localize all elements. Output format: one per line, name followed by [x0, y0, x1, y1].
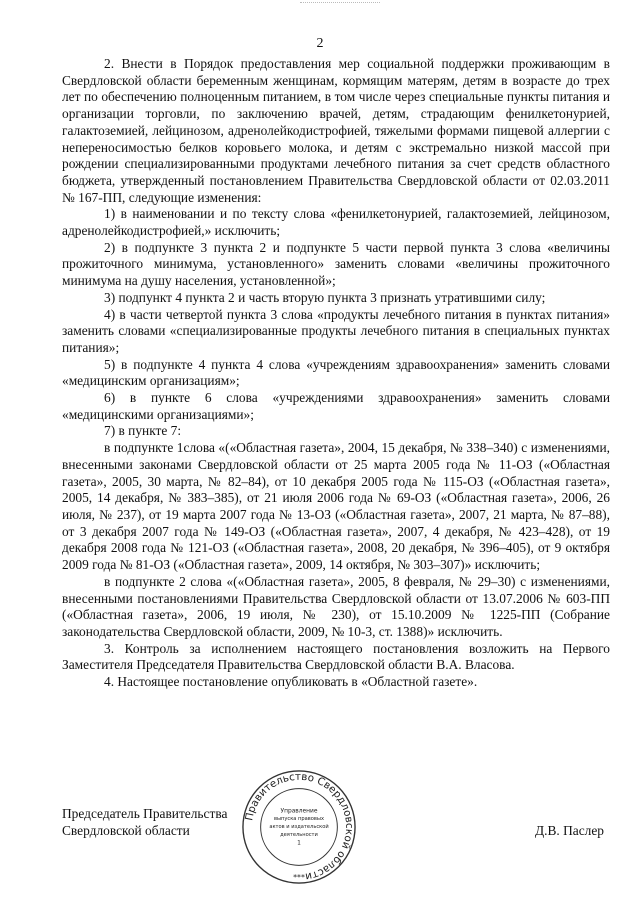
subitem-7-part-1: в подпункте 1слова «(«Областная газета», 2004, 15 декабря, № 338–340) с изменениями, внесенными законами Свердловской области от 25 марта 2005 года № 11-ОЗ («Областная газета», 2005, 30 марта, № 82–84), от 10 декабря 2005 года № 115-ОЗ («Областная газета», 2005, 14 декабря, № 383–385), от 21 июля 2006 года № 69-ОЗ («Областная газета», 2006, 26 июля, № 237), от 19 марта 2007 года № 13-ОЗ («Областная газета», 2007, 21 марта, № 87–88), от 3 декабря 2007 года № 149-ОЗ («Областная газета», 2007, 4 декабря, № 423–428), от 19 декабря 2008 года № 121-ОЗ («Областная газета», 2008, 20 декабря, № 396–405), от 9 октября 2009 года № 81-ОЗ («Областная газета», 2009, 14 октября, № 303–307)» исключить; [62, 440, 610, 573]
document-body [62, 56, 610, 691]
seal-center-number: 1 [297, 840, 301, 847]
seal-center-line-1: Управление [280, 808, 318, 815]
subitem-1: 1) в наименовании и по тексту слова «фенилкетонурией, галактоземией, лейцинозом, адренолейкодистрофией,» исключить; [62, 206, 610, 239]
subitem-7-part-2: в подпункте 2 слова «(«Областная газета», 2005, 8 февраля, № 29–30) с изменениями, внесенными постановлениями Правительства Свердловской области от 13.07.2006 № 603-ПП («Областная газета», 2006, 19 июля, № 230), от 15.10.2009 № 1225-ПП (Собрание законодательства Свердловской области, 2009, № 10-3, ст. 1388)» исключить. [62, 573, 610, 639]
seal-center-line-4: деятельности [280, 831, 318, 838]
seal-center-line-3: актов и издательской [269, 823, 329, 830]
signatory-title [62, 805, 227, 839]
scan-edge-mark [300, 2, 380, 9]
signatory-title-line-1: Председатель Правительства [62, 806, 228, 821]
page-number: 2 [316, 36, 324, 51]
subitem-7: 7) в пункте 7: [104, 423, 182, 439]
subitem-6: 6) в пункте 6 слова «учреждениями здравоохранения» заменить словами «медицинскими организациями»; [62, 390, 610, 422]
subitem-5: 5) в подпункте 4 пункта 4 слова «учреждениям здравоохранения» заменить словами «медицинским организациям»; [62, 356, 610, 389]
subitem-2: 2) в подпункте 3 пункта 2 и подпункте 5 части первой пункта 3 слова «величины прожиточного минимума, установленного» заменить словами «величины прожиточного минимума на душу населения, установленной»; [62, 239, 610, 289]
subitem-4: 4) в части четвертой пункта 3 слова «продукты лечебного питания в пунктах питания» заменить словами «специализированные продукты лечебного питания в специальных пунктах питания»; [62, 306, 610, 355]
paragraph-3: 3. Контроль за исполнением настоящего постановления возложить на Первого Заместителя Председателя Правительства Свердловской области В.А. Власова. [62, 640, 610, 673]
seal-ring-text: Правительство Свердловской области [243, 770, 356, 883]
seal-center-line-2: выпуска правовых [274, 816, 324, 823]
paragraph-2: 2. Внести в Порядок предоставления мер социальной поддержки проживающим в Свердловской области беременным женщинам, кормящим матерям, детям в возрасте до трех лет по обеспечению полноценным питанием, в том числе через специальные пункты питания и организации торговли, по заключению врачей, детям, страдающим фенилкетонурией, галактоземией, лейцинозом, адренолейкодистрофией, тяжелыми формами пищевой аллергии с непереносимостью белков коровьего молока, и детям с экстремально низкой массой при рождении специализированными продуктами лечебного питания за счет средств областного бюджета, утвержденный постановлением Правительства Свердловской области от 02.03.2011 № 167-ПП, следующие изменения: [62, 56, 610, 205]
official-seal-icon [240, 768, 358, 886]
signatory-title-line-2: Свердловской области [62, 823, 190, 838]
subitem-3: 3) подпункт 4 пункта 2 и часть вторую пункта 3 признать утратившими силу; [104, 289, 546, 305]
seal-stars: *** [293, 873, 305, 883]
signatory-name: Д.В. Паслер [535, 823, 604, 838]
paragraph-4: 4. Настоящее постановление опубликовать в «Областной газете». [104, 674, 478, 690]
